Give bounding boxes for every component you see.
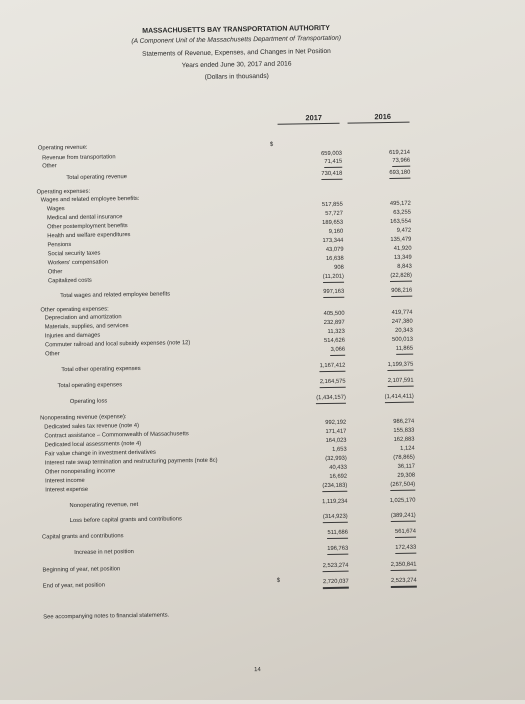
statement-row (4, 542, 525, 561)
value-2016: (78,865) (393, 454, 415, 461)
row-label: Increase in net position (74, 549, 134, 556)
row-label: Health and welfare expenditures (47, 232, 131, 240)
row-label: Dedicated local assessments (note 4) (44, 440, 142, 449)
column-header-2017: 2017 (305, 113, 322, 123)
row-label: Other (45, 351, 60, 358)
value-2017: 2,720,037 (323, 578, 349, 589)
currency-symbol-top: $ (269, 141, 274, 148)
value-2016: 247,380 (391, 318, 413, 325)
row-label: Other (42, 163, 57, 170)
value-2017: 40,433 (329, 464, 348, 471)
value-2016: 693,180 (389, 169, 410, 179)
row-label: Other (47, 269, 63, 276)
value-2016: 1,199,375 (387, 361, 413, 371)
units-note: (Dollars in thousands) (204, 72, 269, 81)
value-2016: 163,554 (390, 218, 412, 225)
value-2017: (32,993) (325, 455, 347, 463)
row-label: Operating expenses: (36, 188, 91, 196)
column-header-2016: 2016 (374, 111, 391, 122)
statement-row (5, 575, 525, 594)
row-label: Total operating revenue (66, 174, 128, 182)
row-label: Nonoperating revenue (expense): (40, 414, 127, 422)
value-2017: 3,066 (331, 346, 346, 356)
row-label: Total other operating expenses (61, 365, 141, 374)
value-2016: 162,883 (393, 436, 415, 443)
value-2017: 11,323 (327, 328, 345, 335)
value-2017: 997,163 (323, 288, 344, 298)
row-label: Wages (46, 206, 65, 213)
value-2017: 2,164,575 (320, 378, 346, 388)
value-2017: (314,923) (323, 513, 348, 523)
value-2016: 495,172 (389, 200, 411, 207)
value-2016: (267,504) (390, 481, 415, 491)
statement-period: Years ended June 30, 2017 and 2016 (181, 60, 292, 70)
value-2016: 1,025,170 (389, 497, 416, 505)
value-2016: 419,774 (391, 309, 413, 316)
row-label: Other nonoperating income (44, 468, 116, 476)
value-2016: 2,350,841 (391, 561, 417, 571)
row-label: Injuries and damages (44, 332, 101, 340)
statement-title: Statements of Revenue, Expenses, and Changes in Net Position (141, 47, 331, 58)
value-2017: 57,727 (325, 210, 344, 218)
row-label: Contract assistance – Commonwealth of Massachusetts (44, 431, 189, 440)
row-label: Loss before capital grants and contributions (69, 516, 182, 525)
row-label: Capitalized costs (47, 277, 92, 285)
value-2017: 908 (334, 264, 344, 271)
authority-name: MASSACHUSETTS BAY TRANSPORTATION AUTHORITY (142, 24, 330, 35)
value-2016: 9,472 (396, 227, 412, 234)
value-2017: 2,523,274 (323, 562, 349, 572)
row-label: Interest income (45, 477, 85, 485)
value-2016: 172,433 (395, 544, 416, 554)
row-label: Wages and related employee benefits: (40, 195, 140, 204)
value-2017: 164,023 (325, 437, 347, 445)
value-2016: 36,117 (397, 463, 415, 470)
value-2017: 511,686 (327, 529, 348, 539)
value-2017: 43,079 (325, 246, 344, 254)
value-2016: 135,479 (390, 236, 412, 243)
value-2017: 9,160 (328, 228, 344, 235)
value-2017: (1,434,157) (316, 394, 346, 404)
component-subtitle: (A Component Unit of the Massachusetts Department of Transportation) (131, 34, 342, 46)
value-2017: 189,653 (322, 219, 344, 227)
value-2016: 29,308 (397, 472, 416, 479)
value-2016: 2,523,274 (391, 577, 417, 588)
value-2016: 41,920 (393, 245, 412, 252)
value-2017: 1,119,234 (322, 498, 348, 506)
value-2017: 730,418 (321, 170, 342, 180)
row-label: Pensions (47, 241, 72, 249)
column-header-rule-2016 (348, 122, 410, 124)
row-label: Total wages and related employee benefits (60, 291, 171, 300)
value-2016: 1,124 (400, 445, 415, 452)
value-2016: 73,966 (392, 157, 410, 167)
value-2017: (234,183) (322, 482, 347, 492)
currency-symbol-bottom: $ (276, 577, 281, 584)
row-label: Other postemployment benefits (47, 223, 128, 231)
value-2016: (389,241) (391, 512, 416, 522)
value-2016: 500,013 (391, 336, 414, 343)
row-label: Nonoperating revenue, net (69, 501, 139, 510)
value-2017: 173,344 (322, 237, 344, 245)
value-2017: 405,500 (323, 310, 345, 318)
row-label: Interest rate swap termination and restructuring payments (note 8c) (44, 457, 218, 467)
row-label: Medical and dental insurance (46, 214, 123, 222)
value-2016: 8,843 (397, 263, 412, 270)
value-2016: 908,216 (391, 287, 412, 297)
page-number: 14 (254, 667, 261, 674)
value-2016: 11,865 (396, 345, 413, 355)
value-2016: 63,255 (393, 209, 412, 216)
value-2017: 71,415 (324, 158, 342, 168)
row-label: Commuter railroad and local subsidy expenses (note 12) (44, 340, 191, 349)
value-2016: 986,274 (393, 418, 415, 425)
value-2017: 1,167,412 (319, 362, 345, 372)
row-label: Social security taxes (47, 250, 101, 258)
row-label: Total operating expenses (57, 382, 123, 390)
value-2017: 16,638 (325, 255, 344, 263)
row-label: Workers' compensation (47, 259, 109, 267)
value-2016: (1,414,411) (385, 393, 414, 403)
value-2016: 13,349 (393, 254, 412, 261)
value-2017: (11,201) (323, 273, 344, 283)
row-label: Revenue from transportation (42, 154, 116, 162)
column-header-rule-2017 (278, 123, 340, 125)
row-label: Dedicated sales tax revenue (note 4) (44, 422, 140, 431)
row-label: Operating loss (69, 398, 108, 406)
row-label: Operating revenue: (37, 144, 88, 152)
row-label: Beginning of year, net position (42, 566, 121, 574)
row-label: Materials, supplies, and services (44, 323, 129, 331)
row-label: End of year, net position (42, 582, 106, 590)
value-2016: 155,833 (393, 427, 415, 434)
value-2017: 232,897 (323, 319, 345, 327)
value-2016: 619,214 (389, 149, 411, 156)
value-2016: 20,343 (395, 327, 413, 334)
row-label: Fair value change in investment derivatives (44, 449, 156, 458)
row-label: Other operating expenses: (40, 306, 109, 314)
row-label: Interest expense (45, 486, 89, 494)
row-label: Depreciation and amortization (44, 314, 122, 322)
value-2017: 992,192 (325, 419, 347, 427)
row-label: Capital grants and contributions (41, 533, 124, 541)
value-2016: (22,828) (390, 272, 412, 282)
footnote: See accompanying notes to financial statements. (43, 612, 170, 621)
value-2016: 561,674 (395, 528, 416, 538)
value-2016: 2,107,591 (388, 377, 414, 387)
value-2017: 1,653 (332, 446, 347, 453)
value-2017: 16,692 (329, 473, 348, 480)
value-2017: 196,763 (327, 545, 348, 555)
value-2017: 171,417 (325, 428, 347, 436)
value-2017: 659,003 (321, 150, 343, 158)
value-2017: 517,855 (321, 201, 343, 209)
value-2017: 514,626 (323, 337, 346, 345)
